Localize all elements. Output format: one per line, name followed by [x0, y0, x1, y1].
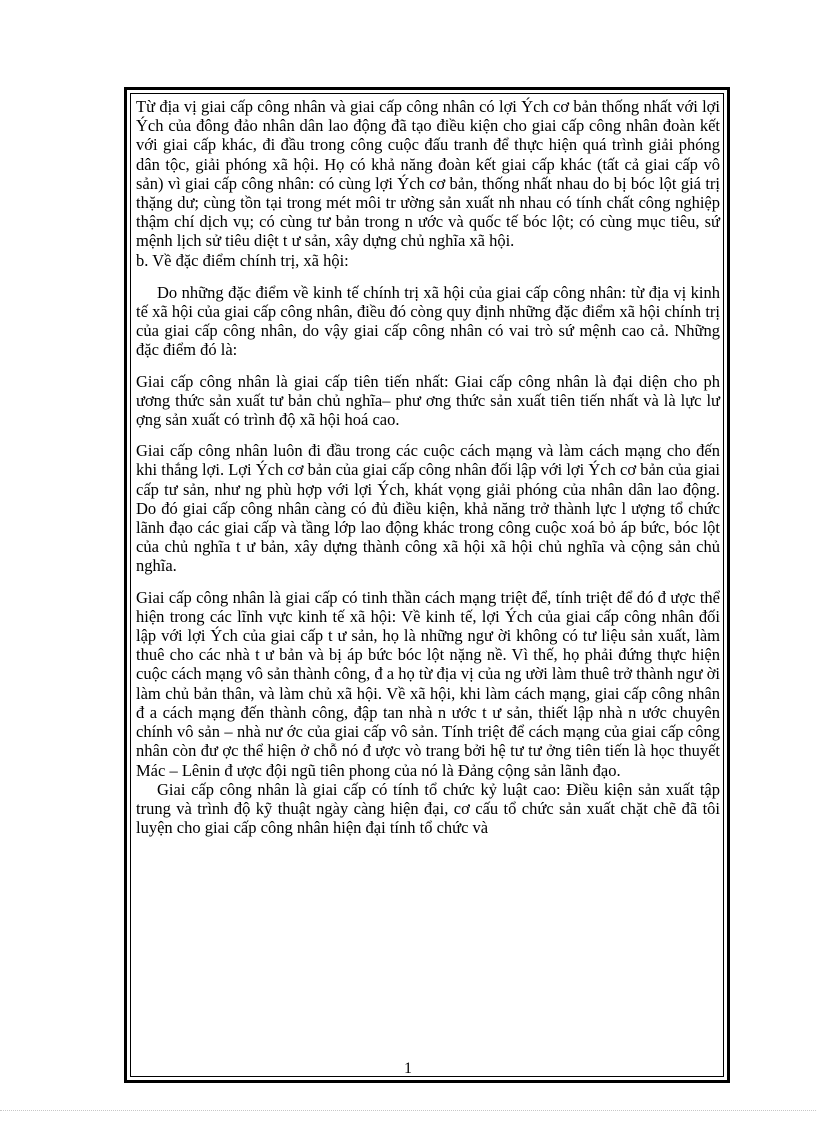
paragraph-intro: Từ địa vị giai cấp công nhân và giai cấp công nhân có lợi Ých cơ bản thống nhất với lợi Ých của đông đảo nhân dân lao động đã tạo điều kiện cho giai cấp công nhân đoàn kết với giai cấp khác, đi đầu trong công cuộc đấu tranh để thực hiện quá trình giải phóng dân tộc, giải phóng xã hội. Họ có khả năng đoàn kết giai cấp khác (tất cả giai cấp vô sản) vì giai cấp công nhân: có cùng lợi Ých cơ bản, thống nhất nhau do bị bóc lột giá trị thặng dư; cùng tồn tại trong mét môi tr ường sản xuất nh nhau có tính chất công nghiệp thậm chí dịch vụ; có cùng tư bản trong n ước và quốc tế bóc lột; có cùng mục tiêu, sứ mệnh lịch sử tiêu diệt t ư sản, xây dựng chủ nghĩa xã hội.	[136, 97, 720, 251]
document-body	[136, 97, 720, 837]
paragraph-revolution-leader: Giai cấp công nhân luôn đi đầu trong các cuộc cách mạng và làm cách mạng cho đến khi thắng lợi. Lợi Ých cơ bản của giai cấp công nhân đối lập với lợi Ých cơ bản của giai cấp tư sản, như ng phù hợp với lợi Ých, khát vọng giải phóng của nhân dân lao động. Do đó giai cấp công nhân càng có đủ điều kiện, khả năng trở thành lực l ượng tổ chức lãnh đạo các giai cấp và tầng lớp lao động khác trong công cuộc xoá bỏ áp bức, bóc lột của chủ nghĩa t ư bản, xây dựng thành công xã hội xã hội chủ nghĩa và cộng sản chủ nghĩa.	[136, 441, 720, 576]
paragraph-discipline: Giai cấp công nhân là giai cấp có tính tổ chức kỷ luật cao: Điều kiện sản xuất tập trung và trình độ kỹ thuật ngày càng hiện đại, cơ cấu tổ chức sản xuất chặt chẽ đã tôi luyện cho giai cấp công nhân hiện đại tính tổ chức và	[136, 779, 720, 838]
page-number: 1	[404, 1060, 412, 1077]
paragraph-overview: Do những đặc điểm về kinh tế chính trị xã hội của giai cấp công nhân: từ địa vị kinh tế xã hội của giai cấp công nhân, điều đó còng quy định những đặc điểm xã hội chính trị của giai cấp công nhân, do vậy giai cấp công nhân có vai trò sứ mệnh cao cả. Những đặc điểm đó là:	[136, 282, 720, 360]
paragraph-revolutionary-spirit: Giai cấp công nhân là giai cấp có tinh thần cách mạng triệt để, tính triệt để đó đ ược thể hiện trong các lĩnh vực kinh tế xã hội: Về kinh tế, lợi Ých của giai cấp công nhân đối lập với lợi Ých của giai cấp t ư sản, họ là những ngư ời không có tư liệu sản xuất, làm thuê cho các nhà t ư bản và bị áp bức bóc lột nặng nề. Vì thế, họ phải đứng thực hiện cuộc cách mạng vô sản thành công, đ a họ từ địa vị của ng ười làm thuê trở thành ngư ời làm chủ bản thân, và làm chủ xã hội. Về xã hội, khi làm cách mạng, giai cấp công nhân đ a cách mạng đến thành công, đập tan nhà n ước t ư sản, thiết lập nhà n ước chuyên chính vô sản – nhà nư ớc của giai cấp vô sản. Tính triệt để cách mạng của giai cấp công nhân còn đư ợc thể hiện ở chỗ nó đ ược vò trang bởi hệ tư tư ởng tiên tiến là học thuyết Mác – Lênin đ ược đội ngũ tiên phong của nó là Đảng cộng sản lãnh đạo.	[136, 587, 720, 780]
paragraph-advanced-class: Giai cấp công nhân là giai cấp tiên tiến nhất: Giai cấp công nhân là đại diện cho ph ương thức sản xuất tư bản chủ nghĩa– phư ơng thức sản xuất tiên tiến nhất và là lực lư ợng sản xuất có trình độ xã hội hoá cao.	[136, 371, 720, 430]
page-bottom-dotted-line	[0, 1110, 816, 1112]
section-heading: b. Về đặc điểm chính trị, xã hội:	[136, 250, 349, 270]
